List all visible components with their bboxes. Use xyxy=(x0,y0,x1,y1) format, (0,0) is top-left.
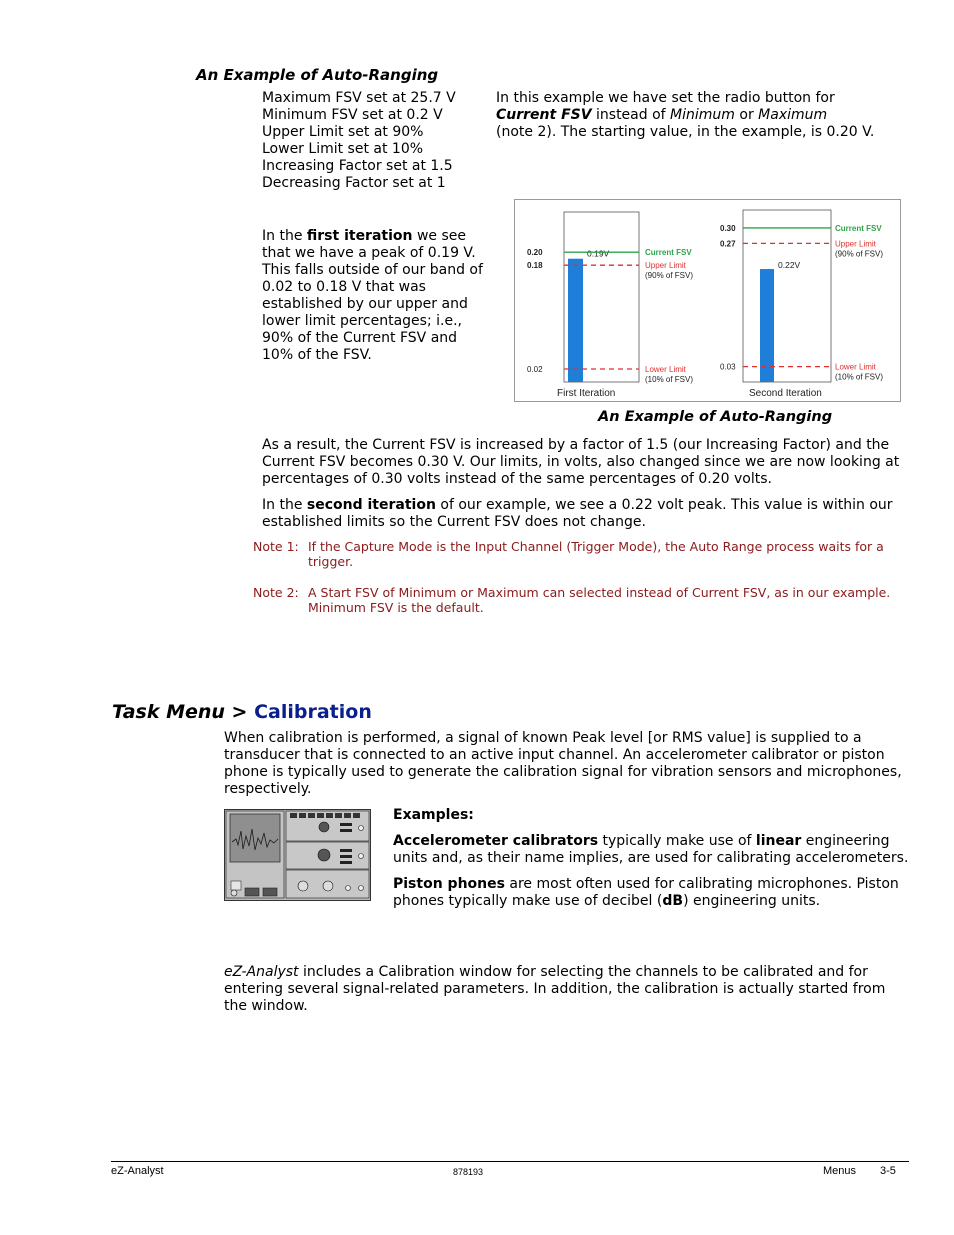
current-fsv-label: Current FSV xyxy=(835,223,882,233)
title-name: Calibration xyxy=(254,701,372,723)
autorange-chart xyxy=(515,200,900,401)
footer-section: Menus xyxy=(823,1165,857,1177)
setting-line: Upper Limit set at 90% xyxy=(262,124,424,140)
lower-limit-pct: (10% of FSV) xyxy=(835,372,884,382)
examples-block xyxy=(393,807,913,919)
examples-label: Examples: xyxy=(393,807,474,823)
note-2 xyxy=(253,585,913,617)
current-fsv-label: Current FSV xyxy=(645,248,692,258)
note-text: If the Capture Mode is the Input Channel (Trigger Mode), the Auto Range process waits for a trigger. xyxy=(308,539,884,569)
calibration-title xyxy=(112,701,372,723)
calibrator-device-image xyxy=(224,809,371,901)
tick-label: 0.27 xyxy=(720,239,736,249)
bar-label: 0.19V xyxy=(587,248,610,259)
figure-caption: An Example of Auto-Ranging xyxy=(598,409,833,425)
setting-line: Minimum FSV set at 0.2 V xyxy=(262,107,443,123)
title-prefix: Task Menu > xyxy=(112,701,248,723)
settings-list xyxy=(262,90,487,192)
tick-label: 0.30 xyxy=(720,223,736,233)
lower-limit-label: Lower Limit xyxy=(645,365,686,375)
footer-left: eZ-Analyst xyxy=(111,1165,164,1177)
lower-limit-label: Lower Limit xyxy=(835,362,876,372)
peak-bar xyxy=(760,269,774,382)
panel-label: Second Iteration xyxy=(749,388,822,399)
second-iteration-para: In the second iteration of our example, we see a 0.22 volt peak. This value is within our established limits so the Current FSV does not change. xyxy=(262,497,893,530)
footer-rule xyxy=(111,1161,909,1162)
tick-label: 0.18 xyxy=(527,261,543,271)
autorange-intro: In this example we have set the radio button for Current FSV instead of Minimum or Maximum (note 2). The starting value, in the example, is 0.20 V. xyxy=(496,90,875,140)
upper-limit-label: Upper Limit xyxy=(645,261,686,271)
upper-limit-pct: (90% of FSV) xyxy=(645,271,694,281)
footer-center: 878193 xyxy=(453,1167,484,1177)
result-para: As a result, the Current FSV is increased by a factor of 1.5 (our Increasing Factor) and the Current FSV becomes 0.30 V. Our limits, in volts, also changed since we are now looking at percentages of 0.30 volts instead of the same percentages of 0.20 volts. xyxy=(262,437,900,487)
setting-line: Maximum FSV set at 25.7 V xyxy=(262,90,456,106)
setting-line: Increasing Factor set at 1.5 xyxy=(262,158,453,174)
tick-label: 0.02 xyxy=(527,365,543,375)
autorange-figure xyxy=(514,199,901,402)
piston-para: Piston phones are most often used for calibrating microphones. Piston phones typically make use of decibel (dB) engineering units. xyxy=(393,876,899,909)
note-1 xyxy=(253,539,913,571)
peak-bar xyxy=(568,259,583,382)
setting-line: Lower Limit set at 10% xyxy=(262,141,424,157)
panel-label: First Iteration xyxy=(557,388,616,399)
footer-page: 3-5 xyxy=(880,1165,896,1177)
upper-limit-pct: (90% of FSV) xyxy=(835,249,884,259)
tick-label: 0.03 xyxy=(720,362,736,372)
ez-analyst-para: eZ-Analyst includes a Calibration window for selecting the channels to be calibrated and for entering several signal-related parameters. In addition, the calibration is actually started from the window. xyxy=(224,964,886,1014)
autorange-heading: An Example of Auto-Ranging xyxy=(196,66,439,84)
note-label: Note 2: xyxy=(253,585,299,600)
result-paragraphs xyxy=(262,437,910,540)
lower-limit-pct: (10% of FSV) xyxy=(645,375,694,385)
note-text: A Start FSV of Minimum or Maximum can selected instead of Current FSV, as in our example. Minimum FSV is the default. xyxy=(308,585,891,615)
calibration-intro: When calibration is performed, a signal of known Peak level [or RMS value] is supplied to a transducer that is connected to an active input channel. An accelerometer calibrator or piston phone is typically used to generate the calibration signal for vibration sensors and microphones, respectively. xyxy=(224,730,902,797)
tick-label: 0.20 xyxy=(527,248,543,258)
accelerometer-para: Accelerometer calibrators typically make use of linear engineering units and, as their name implies, are used for calibrating accelerometers. xyxy=(393,833,909,866)
panel-frame xyxy=(743,210,831,382)
first-iteration-text: In the first iteration we see that we have a peak of 0.19 V. This falls outside of our band of 0.02 to 0.18 V that was established by our upper and lower limit percentages; i.e., 90% of the Current FSV and 10% of the FSV. xyxy=(262,228,483,363)
upper-limit-label: Upper Limit xyxy=(835,239,876,249)
bar-label: 0.22V xyxy=(778,260,801,271)
setting-line: Decreasing Factor set at 1 xyxy=(262,175,446,191)
note-label: Note 1: xyxy=(253,539,299,554)
